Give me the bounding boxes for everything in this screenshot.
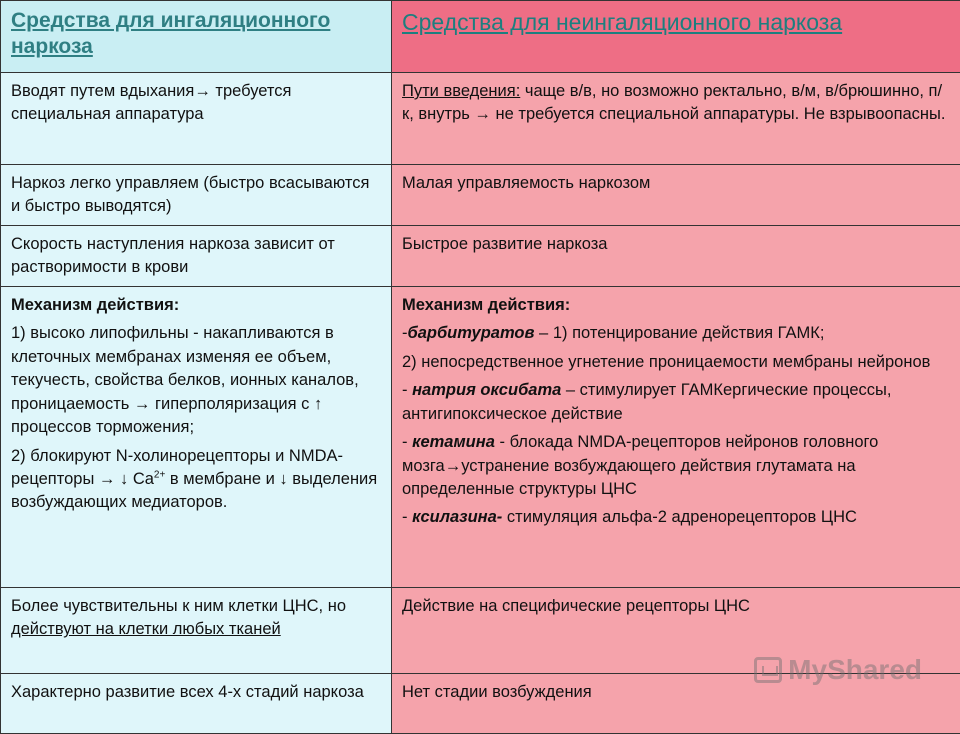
cell-right: Действие на специфические рецепторы ЦНС (392, 588, 960, 674)
table-row (1, 226, 960, 287)
cell-right: Пути введения: чаще в/в, но возможно ректально, в/м, в/брюшинно, п/к, внутрь → не требуется специальной аппаратуры. Не взрывоопасны. (392, 73, 960, 165)
cell-left: Характерно развитие всех 4-х стадий наркоза (1, 674, 392, 734)
header-inhalation: Средства для ингаляционного наркоза (1, 1, 392, 73)
cell-right-mechanism (392, 287, 960, 588)
table-row (1, 73, 960, 165)
cell-left: Наркоз легко управляем (быстро всасываются и быстро выводятся) (1, 165, 392, 226)
mechanism-heading: Механизм действия: (402, 294, 950, 317)
mechanism-p2: 2) блокируют N-холинорецепторы и NMDA-рецепторы → ↓ $Ca^{2+}$ в мембране и ↓ выделения возбуждающих медиаторов. (11, 445, 381, 515)
cell-right: Малая управляемость наркозом (392, 165, 960, 226)
mechanism-p1: 1) высоко липофильны - накапливаются в клеточных мембранах изменяя ее объем, текучесть, свойства белков, ионных каналов, проницаемость → гиперполяризация с ↑ процессов торможения; (11, 322, 381, 439)
list-item: - кетамина - блокада NMDA-рецепторов нейронов головного мозга→устранение возбуждающего действия глутамата на определенные структуры ЦНС (402, 431, 950, 501)
table-row (1, 165, 960, 226)
watermark-icon (754, 657, 782, 683)
list-item: -барбитуратов – 1) потенцирование действия ГАМК; (402, 322, 950, 345)
list-item: 2) непосредственное угнетение проницаемости мембраны нейронов (402, 351, 950, 374)
cell-left: Более чувствительны к ним клетки ЦНС, но действуют на клетки любых тканей (1, 588, 392, 674)
list-item: - натрия оксибата – стимулирует ГАМКергические процессы, антигипоксическое действие (402, 379, 950, 426)
cell-right: Нет стадии возбуждения (392, 674, 960, 734)
header-non-inhalation: Средства для неингаляционного наркоза (392, 1, 960, 73)
cell-right: Быстрое развитие наркоза (392, 226, 960, 287)
cell-left-mechanism (1, 287, 392, 588)
cell-left: Вводят путем вдыхания→ требуется специальная аппаратура (1, 73, 392, 165)
mechanism-heading: Механизм действия: (11, 294, 381, 317)
cell-left: Скорость наступления наркоза зависит от растворимости в крови (1, 226, 392, 287)
list-item: - ксилазина- стимуляция альфа-2 адренорецепторов ЦНС (402, 506, 950, 529)
header-row (1, 1, 960, 73)
routes-label: Пути введения: (402, 82, 520, 100)
table-row (1, 287, 960, 588)
watermark: MyShared (754, 654, 922, 686)
